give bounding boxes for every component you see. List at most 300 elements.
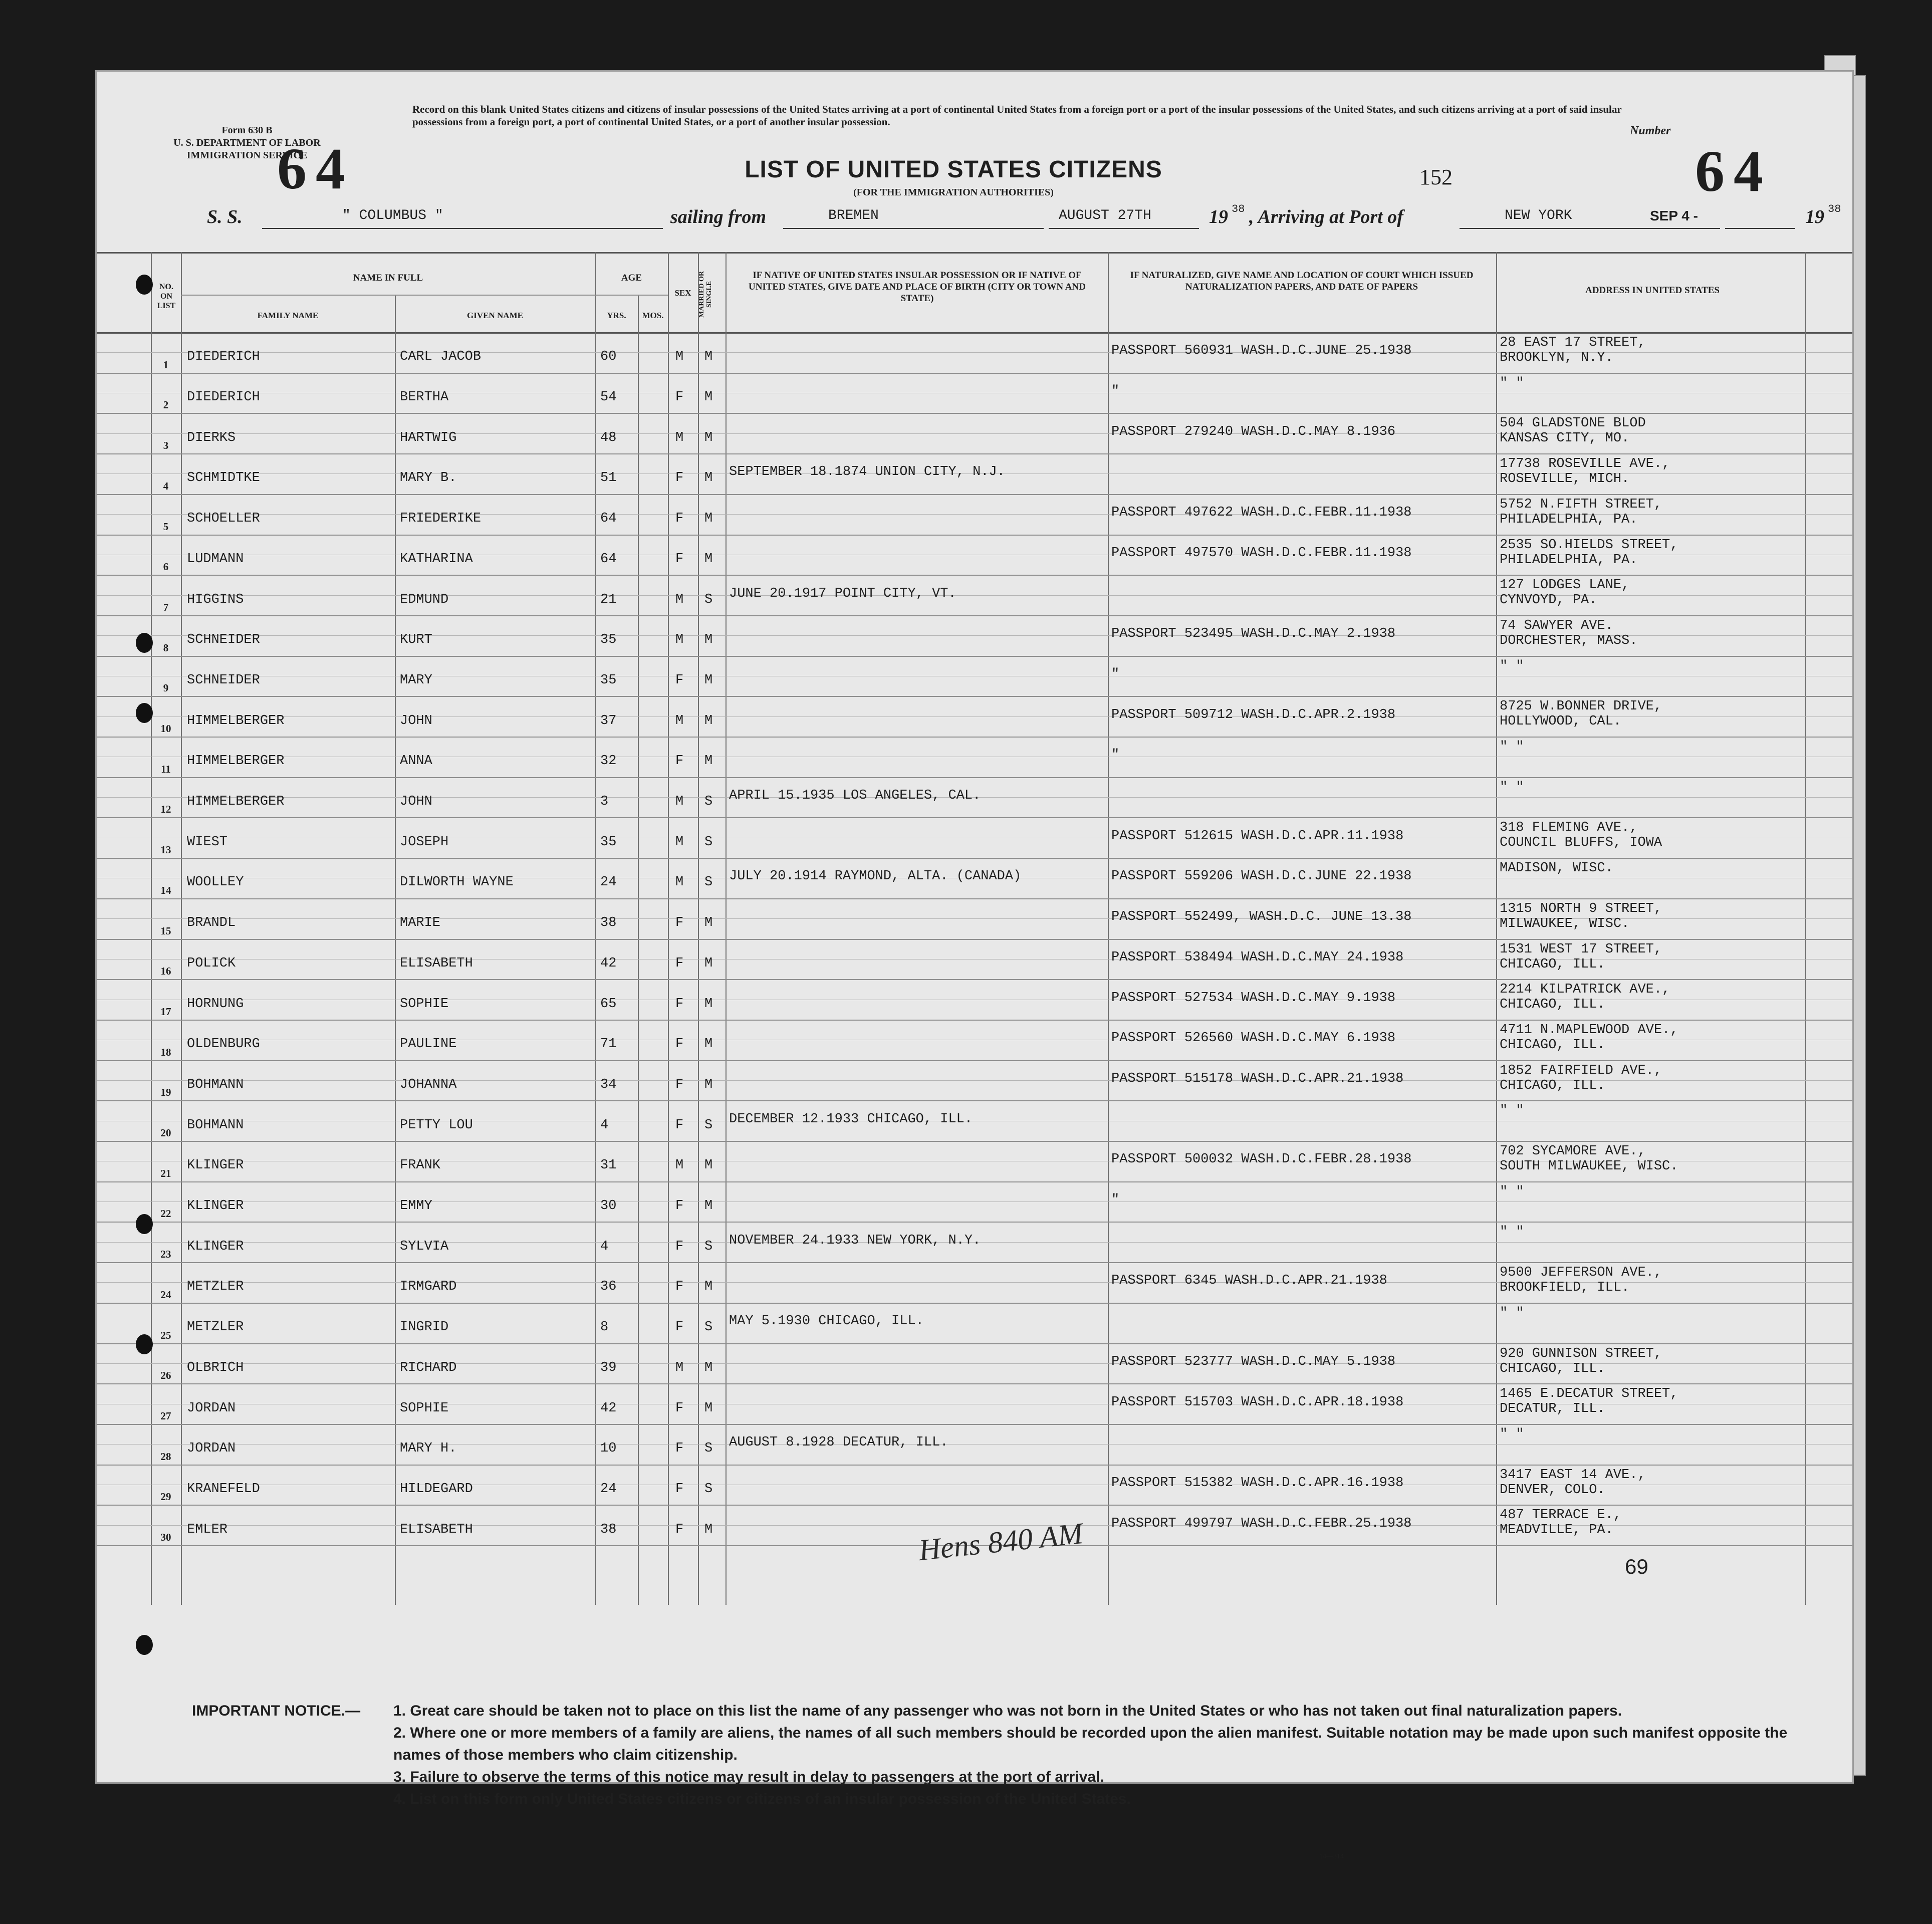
age-years: 38: [600, 1522, 617, 1537]
row-number: 6: [163, 561, 169, 573]
married-single: M: [704, 511, 713, 527]
age-years: 36: [600, 1279, 617, 1295]
row-divider: [97, 656, 1852, 657]
row-divider: [97, 858, 1852, 859]
punch-hole: [136, 703, 153, 723]
row-number: 22: [160, 1208, 171, 1220]
age-years: 38: [600, 915, 617, 931]
married-single: M: [704, 1400, 713, 1416]
address-line-1: 4711 N.MAPLEWOOD AVE.,: [1500, 1022, 1678, 1038]
row-divider: [97, 1343, 1852, 1344]
address-line-1: " ": [1500, 375, 1524, 391]
family-name: BOHMANN: [187, 1117, 244, 1133]
given-name: MARY B.: [400, 470, 457, 486]
sex: F: [675, 551, 684, 567]
naturalization-info: PASSPORT 512615 WASH.D.C.APR.11.1938: [1111, 828, 1404, 844]
row-divider: [97, 453, 1852, 454]
age-years: 24: [600, 875, 617, 890]
col-birth: IF NATIVE OF UNITED STATES INSULAR POSSESSION OR IF NATIVE OF UNITED STATES, GIVE DATE AND PLACE OF BIRTH (CITY OR TOWN AND STATE): [749, 270, 1086, 304]
form-number-line: Form 630 B: [221, 125, 273, 136]
row-number: 29: [160, 1491, 171, 1503]
married-single: M: [704, 1198, 713, 1214]
year-prefix-2: 19: [1805, 206, 1824, 227]
married-single: S: [704, 1117, 713, 1133]
given-name: PETTY LOU: [400, 1117, 473, 1133]
sailing-date: AUGUST 27TH: [1059, 208, 1151, 223]
notice-item-text: 1. Great care should be taken not to place on this list the name of any passenger who was not born in the United States or who has not taken out final naturalization papers.: [393, 1703, 1622, 1719]
naturalization-info: PASSPORT 552499, WASH.D.C. JUNE 13.38: [1111, 909, 1412, 925]
passenger-table: [97, 252, 1852, 1605]
col-no-on-list: NO. ON LIST: [157, 283, 176, 310]
age-years: 3: [600, 794, 609, 810]
address-line-1: 2535 SO.HIELDS STREET,: [1500, 537, 1678, 553]
punch-hole: [136, 1635, 153, 1655]
age-years: 71: [600, 1037, 617, 1052]
service-line: IMMIGRATION SERVICE: [186, 150, 308, 161]
ship-name: " COLUMBUS ": [342, 208, 443, 223]
given-name: HILDEGARD: [400, 1481, 473, 1497]
address-line-1: 702 SYCAMORE AVE.,: [1500, 1144, 1646, 1159]
notice-item: [393, 1700, 1821, 1722]
address-line-1: " ": [1500, 1426, 1524, 1442]
naturalization-info: PASSPORT 560931 WASH.D.C.JUNE 25.1938: [1111, 343, 1412, 359]
address-line-1: " ": [1500, 658, 1524, 674]
row-number: 5: [163, 520, 169, 533]
given-name: EDMUND: [400, 592, 449, 607]
sex: F: [675, 754, 684, 769]
notice-label: IMPORTANT NOTICE.—: [192, 1703, 361, 1719]
family-name: HORNUNG: [187, 996, 244, 1012]
married-single: M: [704, 1037, 713, 1052]
row-divider: [97, 1181, 1852, 1182]
punch-hole: [136, 1334, 153, 1354]
given-name: ELISABETH: [400, 955, 473, 971]
age-years: 54: [600, 390, 617, 405]
given-name: JOSEPH: [400, 834, 449, 850]
row-number: 23: [160, 1248, 171, 1261]
naturalization-info: PASSPORT 526560 WASH.D.C.MAY 6.1938: [1111, 1031, 1396, 1046]
address-line-2: KANSAS CITY, MO.: [1500, 431, 1630, 446]
page-title: LIST OF UNITED STATES CITIZENS: [745, 156, 1162, 183]
naturalization-info: PASSPORT 523777 WASH.D.C.MAY 5.1938: [1111, 1354, 1396, 1369]
naturalization-info: PASSPORT 559206 WASH.D.C.JUNE 22.1938: [1111, 869, 1412, 884]
family-name: OLBRICH: [187, 1360, 244, 1375]
given-name: IRMGARD: [400, 1279, 457, 1295]
address-line-1: " ": [1500, 1103, 1524, 1119]
naturalization-info: ": [1111, 384, 1120, 399]
age-years: 35: [600, 632, 617, 648]
family-name: JORDAN: [187, 1441, 236, 1457]
married-single: S: [704, 875, 713, 890]
address-line-2: CHICAGO, ILL.: [1500, 1361, 1605, 1376]
family-name: METZLER: [187, 1320, 244, 1335]
row-number: 16: [160, 965, 171, 978]
row-divider: [97, 1060, 1852, 1061]
page-number: 152: [1419, 165, 1453, 189]
married-single: S: [704, 1239, 713, 1254]
notice-item-text: 2. Where one or more members of a family are aliens, the names of all such members should be recorded upon the alien manifest. Suitable notation may be made upon such manifest opposite the names of those members who claim citizenship.: [393, 1725, 1788, 1763]
sex: M: [675, 794, 684, 810]
sex: M: [675, 349, 684, 365]
address-line-2: DENVER, COLO.: [1500, 1482, 1605, 1498]
family-name: HIGGINS: [187, 592, 244, 607]
age-years: 35: [600, 672, 617, 688]
age-years: 8: [600, 1320, 609, 1335]
married-single: M: [704, 349, 713, 365]
row-number: 11: [161, 763, 171, 775]
given-name: RICHARD: [400, 1360, 457, 1375]
age-years: 24: [600, 1481, 617, 1497]
family-name: SCHOELLER: [187, 511, 260, 527]
family-name: BRANDL: [187, 915, 236, 931]
arrival-date: SEP 4 -: [1650, 208, 1698, 223]
married-single: S: [704, 834, 713, 850]
given-name: SOPHIE: [400, 1400, 449, 1416]
row-divider: [97, 696, 1852, 697]
age-years: 42: [600, 1400, 617, 1416]
sex: M: [675, 713, 684, 729]
row-number: 14: [160, 884, 171, 896]
address-line-1: 28 EAST 17 STREET,: [1500, 335, 1646, 350]
family-name: HIMMELBERGER: [187, 794, 285, 810]
address-line-2: ROSEVILLE, MICH.: [1500, 471, 1630, 487]
row-number: 10: [160, 723, 171, 735]
birth-info: APRIL 15.1935 LOS ANGELES, CAL.: [729, 788, 981, 804]
married-single: M: [704, 1077, 713, 1092]
given-name: ELISABETH: [400, 1522, 473, 1537]
family-name: DIEDERICH: [187, 349, 260, 365]
naturalization-info: PASSPORT 6345 WASH.D.C.APR.21.1938: [1111, 1273, 1387, 1289]
address-line-1: 8725 W.BONNER DRIVE,: [1500, 699, 1662, 714]
birth-info: SEPTEMBER 18.1874 UNION CITY, N.J.: [729, 464, 1005, 480]
sex: F: [675, 511, 684, 527]
sex: M: [675, 592, 684, 607]
address-line-2: PHILADELPHIA, PA.: [1500, 552, 1638, 568]
row-guide: [97, 1201, 1852, 1202]
number-label: Number: [1630, 124, 1671, 137]
notice-item-text: 3. Failure to observe the terms of this notice may result in delay to passengers at the port of arrival.: [393, 1769, 1104, 1785]
sex: F: [675, 1279, 684, 1295]
row-number: 28: [160, 1450, 171, 1463]
address-line-1: " ": [1500, 1225, 1524, 1240]
married-single: M: [704, 713, 713, 729]
notice-item: [393, 1766, 1821, 1788]
sex: F: [675, 1441, 684, 1457]
sex: F: [675, 390, 684, 405]
birth-info: JUNE 20.1917 POINT CITY, VT.: [729, 586, 956, 601]
family-name: HIMMELBERGER: [187, 754, 285, 769]
birth-info: JULY 20.1914 RAYMOND, ALTA. (CANADA): [729, 869, 1022, 884]
row-number: 15: [160, 924, 171, 937]
age-years: 39: [600, 1360, 617, 1375]
address-line-1: 17738 ROSEVILLE AVE.,: [1500, 456, 1670, 472]
married-single: M: [704, 430, 713, 445]
address-line-2: BROOKFIELD, ILL.: [1500, 1280, 1630, 1296]
age-years: 64: [600, 511, 617, 527]
ss-label: S. S.: [207, 206, 243, 227]
row-divider: [97, 1505, 1852, 1506]
family-name: SCHNEIDER: [187, 672, 260, 688]
row-number: 21: [160, 1167, 171, 1179]
address-line-2: COUNCIL BLUFFS, IOWA: [1500, 835, 1662, 851]
given-name: INGRID: [400, 1320, 449, 1335]
address-line-1: 3417 EAST 14 AVE.,: [1500, 1467, 1646, 1483]
sex: F: [675, 1522, 684, 1537]
family-name: OLDENBURG: [187, 1037, 260, 1052]
family-name: METZLER: [187, 1279, 244, 1295]
age-years: 10: [600, 1441, 617, 1457]
row-divider: [97, 1222, 1852, 1223]
address-line-2: BROOKLYN, N.Y.: [1500, 350, 1613, 365]
manifest-sheet: [95, 70, 1854, 1860]
age-years: 65: [600, 996, 617, 1012]
address-line-1: MADISON, WISC.: [1500, 861, 1613, 876]
married-single: S: [704, 1320, 713, 1335]
col-sex: SEX: [674, 288, 691, 298]
naturalization-info: PASSPORT 515703 WASH.D.C.APR.18.1938: [1111, 1394, 1404, 1410]
year-2: 38: [1828, 203, 1841, 215]
sex: F: [675, 672, 684, 688]
address-line-1: " ": [1500, 1184, 1524, 1199]
row-number: 9: [163, 682, 169, 694]
address-line-2: CHICAGO, ILL.: [1500, 956, 1605, 972]
row-number: 17: [160, 1005, 171, 1018]
port-from: BREMEN: [828, 208, 879, 223]
address-line-1: " ": [1500, 1305, 1524, 1321]
married-single: M: [704, 551, 713, 567]
underline: [262, 228, 663, 229]
sex: M: [675, 430, 684, 445]
given-name: JOHN: [400, 713, 432, 729]
given-name: CARL JACOB: [400, 349, 481, 365]
family-name: SCHNEIDER: [187, 632, 260, 648]
sex: F: [675, 1117, 684, 1133]
sex: F: [675, 1198, 684, 1214]
family-name: KLINGER: [187, 1239, 244, 1254]
row-number: 8: [163, 641, 169, 654]
naturalization-info: PASSPORT 515382 WASH.D.C.APR.16.1938: [1111, 1475, 1404, 1491]
married-single: S: [704, 1441, 713, 1457]
list-number-left: 64: [277, 136, 354, 201]
married-single: M: [704, 672, 713, 688]
married-single: S: [704, 794, 713, 810]
given-name: SYLVIA: [400, 1239, 449, 1254]
age-years: 42: [600, 955, 617, 971]
naturalization-info: PASSPORT 279240 WASH.D.C.MAY 8.1936: [1111, 424, 1396, 439]
married-single: S: [704, 1481, 713, 1497]
sex: F: [675, 1239, 684, 1254]
given-name: MARIE: [400, 915, 441, 931]
row-divider: [97, 1465, 1852, 1466]
col-name-in-full: NAME IN FULL: [353, 273, 423, 283]
address-line-2: CHICAGO, ILL.: [1500, 997, 1605, 1013]
row-number: 3: [163, 439, 169, 452]
address-line-1: 1315 NORTH 9 STREET,: [1500, 901, 1662, 916]
family-name: LUDMANN: [187, 551, 244, 567]
address-line-1: 504 GLADSTONE BLOD: [1500, 416, 1646, 431]
naturalization-info: PASSPORT 538494 WASH.D.C.MAY 24.1938: [1111, 949, 1404, 965]
row-divider: [97, 1303, 1852, 1304]
address-line-1: 1852 FAIRFIELD AVE.,: [1500, 1063, 1662, 1078]
department-line: U. S. DEPARTMENT OF LABOR: [173, 137, 321, 148]
col-mos: MOS.: [642, 311, 664, 320]
married-single: M: [704, 1522, 713, 1537]
address-line-1: " ": [1500, 740, 1524, 755]
given-name: ANNA: [400, 754, 432, 769]
naturalization-info: PASSPORT 515178 WASH.D.C.APR.21.1938: [1111, 1071, 1404, 1086]
age-years: 34: [600, 1077, 617, 1092]
birth-info: DECEMBER 12.1933 CHICAGO, ILL.: [729, 1111, 973, 1127]
naturalization-info: PASSPORT 497622 WASH.D.C.FEBR.11.1938: [1111, 505, 1412, 521]
punch-hole: [136, 275, 153, 295]
given-name: FRANK: [400, 1158, 441, 1173]
naturalization-info: ": [1111, 666, 1120, 682]
sex: M: [675, 1360, 684, 1375]
family-name: DIERKS: [187, 430, 236, 445]
row-divider: [97, 413, 1852, 414]
row-number: 4: [163, 479, 169, 492]
naturalization-info: ": [1111, 748, 1120, 763]
naturalization-info: PASSPORT 527534 WASH.D.C.MAY 9.1938: [1111, 990, 1396, 1006]
given-name: HARTWIG: [400, 430, 457, 445]
address-line-1: 127 LODGES LANE,: [1500, 578, 1630, 593]
naturalization-info: PASSPORT 500032 WASH.D.C.FEBR.28.1938: [1111, 1152, 1412, 1167]
punch-hole: [136, 1214, 153, 1234]
row-guide: [97, 1444, 1852, 1445]
ship-line: [207, 203, 1841, 236]
print-code: 14—314: [1319, 1853, 1344, 1860]
address-line-1: 5752 N.FIFTH STREET,: [1500, 497, 1662, 512]
port-to: NEW YORK: [1505, 208, 1572, 223]
sex: F: [675, 955, 684, 971]
age-years: 4: [600, 1239, 609, 1254]
underline: [783, 228, 1044, 229]
family-name: KLINGER: [187, 1158, 244, 1173]
notice-item: [393, 1788, 1821, 1810]
age-years: 35: [600, 834, 617, 850]
family-name: WIEST: [187, 834, 228, 850]
sex: F: [675, 1320, 684, 1335]
address-line-2: PHILADELPHIA, PA.: [1500, 512, 1638, 527]
given-name: JOHN: [400, 794, 432, 810]
page-subtitle: (FOR THE IMMIGRATION AUTHORITIES): [853, 187, 1054, 198]
age-years: 30: [600, 1198, 617, 1214]
married-single: S: [704, 592, 713, 607]
married-single: M: [704, 1360, 713, 1375]
address-line-1: 1465 E.DECATUR STREET,: [1500, 1386, 1678, 1402]
row-divider: [97, 615, 1852, 616]
row-divider: [97, 737, 1852, 738]
row-divider: [97, 898, 1852, 899]
address-line-1: 74 SAWYER AVE.: [1500, 618, 1613, 633]
family-name: EMLER: [187, 1522, 228, 1537]
naturalization-info: ": [1111, 1192, 1120, 1208]
row-divider: [97, 1383, 1852, 1384]
row-divider: [97, 777, 1852, 778]
row-number: 25: [160, 1329, 171, 1341]
married-single: M: [704, 1158, 713, 1173]
row-number: 24: [160, 1288, 171, 1301]
col-address: ADDRESS IN UNITED STATES: [1585, 285, 1720, 296]
address-line-2: DORCHESTER, MASS.: [1500, 633, 1638, 648]
underline: [1725, 228, 1795, 229]
naturalization-info: PASSPORT 509712 WASH.D.C.APR.2.1938: [1111, 707, 1396, 723]
sex: F: [675, 1077, 684, 1092]
row-divider: [97, 1020, 1852, 1021]
address-line-1: 9500 JEFFERSON AVE.,: [1500, 1265, 1662, 1281]
naturalization-info: PASSPORT 499797 WASH.D.C.FEBR.25.1938: [1111, 1516, 1412, 1531]
row-number: 1: [163, 358, 169, 371]
row-divider: [97, 939, 1852, 940]
handwritten-note: Hens 840 AM: [917, 1516, 1085, 1567]
given-name: BERTHA: [400, 390, 449, 405]
birth-info: MAY 5.1930 CHICAGO, ILL.: [729, 1314, 924, 1329]
row-number: 13: [160, 844, 171, 856]
row-number: 7: [163, 601, 169, 613]
sex: M: [675, 1158, 684, 1173]
given-name: EMMY: [400, 1198, 432, 1214]
family-name: POLICK: [187, 955, 236, 971]
underline: [1049, 228, 1199, 229]
sex: F: [675, 996, 684, 1012]
address-line-2: CHICAGO, ILL.: [1500, 1037, 1605, 1053]
given-name: FRIEDERIKE: [400, 511, 481, 527]
address-line-1: 1531 WEST 17 STREET,: [1500, 941, 1662, 957]
age-years: 60: [600, 349, 617, 365]
given-name: JOHANNA: [400, 1077, 457, 1092]
row-divider: [97, 494, 1852, 495]
col-yrs: YRS.: [607, 311, 626, 320]
age-years: 32: [600, 754, 617, 769]
married-single: M: [704, 470, 713, 486]
age-years: 21: [600, 592, 617, 607]
married-single: M: [704, 1279, 713, 1295]
row-number: 30: [160, 1531, 171, 1543]
given-name: DILWORTH WAYNE: [400, 875, 514, 890]
address-line-1: 487 TERRACE E.,: [1500, 1508, 1622, 1523]
family-name: HIMMELBERGER: [187, 713, 285, 729]
address-line-2: HOLLYWOOD, CAL.: [1500, 714, 1622, 730]
col-married-single: MARRIED OR SINGLE: [698, 271, 713, 318]
col-age: AGE: [621, 273, 642, 283]
row-divider: [97, 1141, 1852, 1142]
row-divider: [97, 1262, 1852, 1263]
age-years: 48: [600, 430, 617, 445]
notice-item: [393, 1722, 1821, 1766]
row-divider: [97, 817, 1852, 818]
notice-item-text: 4. List on this form only United States citizens or citizens of an insular possession of the United States.: [393, 1791, 1131, 1807]
year-1: 38: [1232, 203, 1245, 215]
family-name: JORDAN: [187, 1400, 236, 1416]
row-divider: [97, 1100, 1852, 1101]
address-line-1: 318 FLEMING AVE.,: [1500, 820, 1638, 836]
row-number: 26: [160, 1369, 171, 1382]
sex: F: [675, 915, 684, 931]
given-name: MARY H.: [400, 1441, 457, 1457]
row-divider: [97, 575, 1852, 576]
sex: F: [675, 1481, 684, 1497]
underline: [1460, 228, 1720, 229]
row-number: 18: [160, 1046, 171, 1058]
year-prefix-1: 19: [1209, 206, 1228, 227]
notice-items: [393, 1700, 1821, 1810]
sheet-number: 69: [1625, 1555, 1648, 1578]
row-number: 2: [163, 399, 169, 411]
sex: F: [675, 1037, 684, 1052]
address-line-2: CYNVOYD, PA.: [1500, 593, 1597, 608]
given-name: SOPHIE: [400, 996, 449, 1012]
row-divider: [97, 535, 1852, 536]
